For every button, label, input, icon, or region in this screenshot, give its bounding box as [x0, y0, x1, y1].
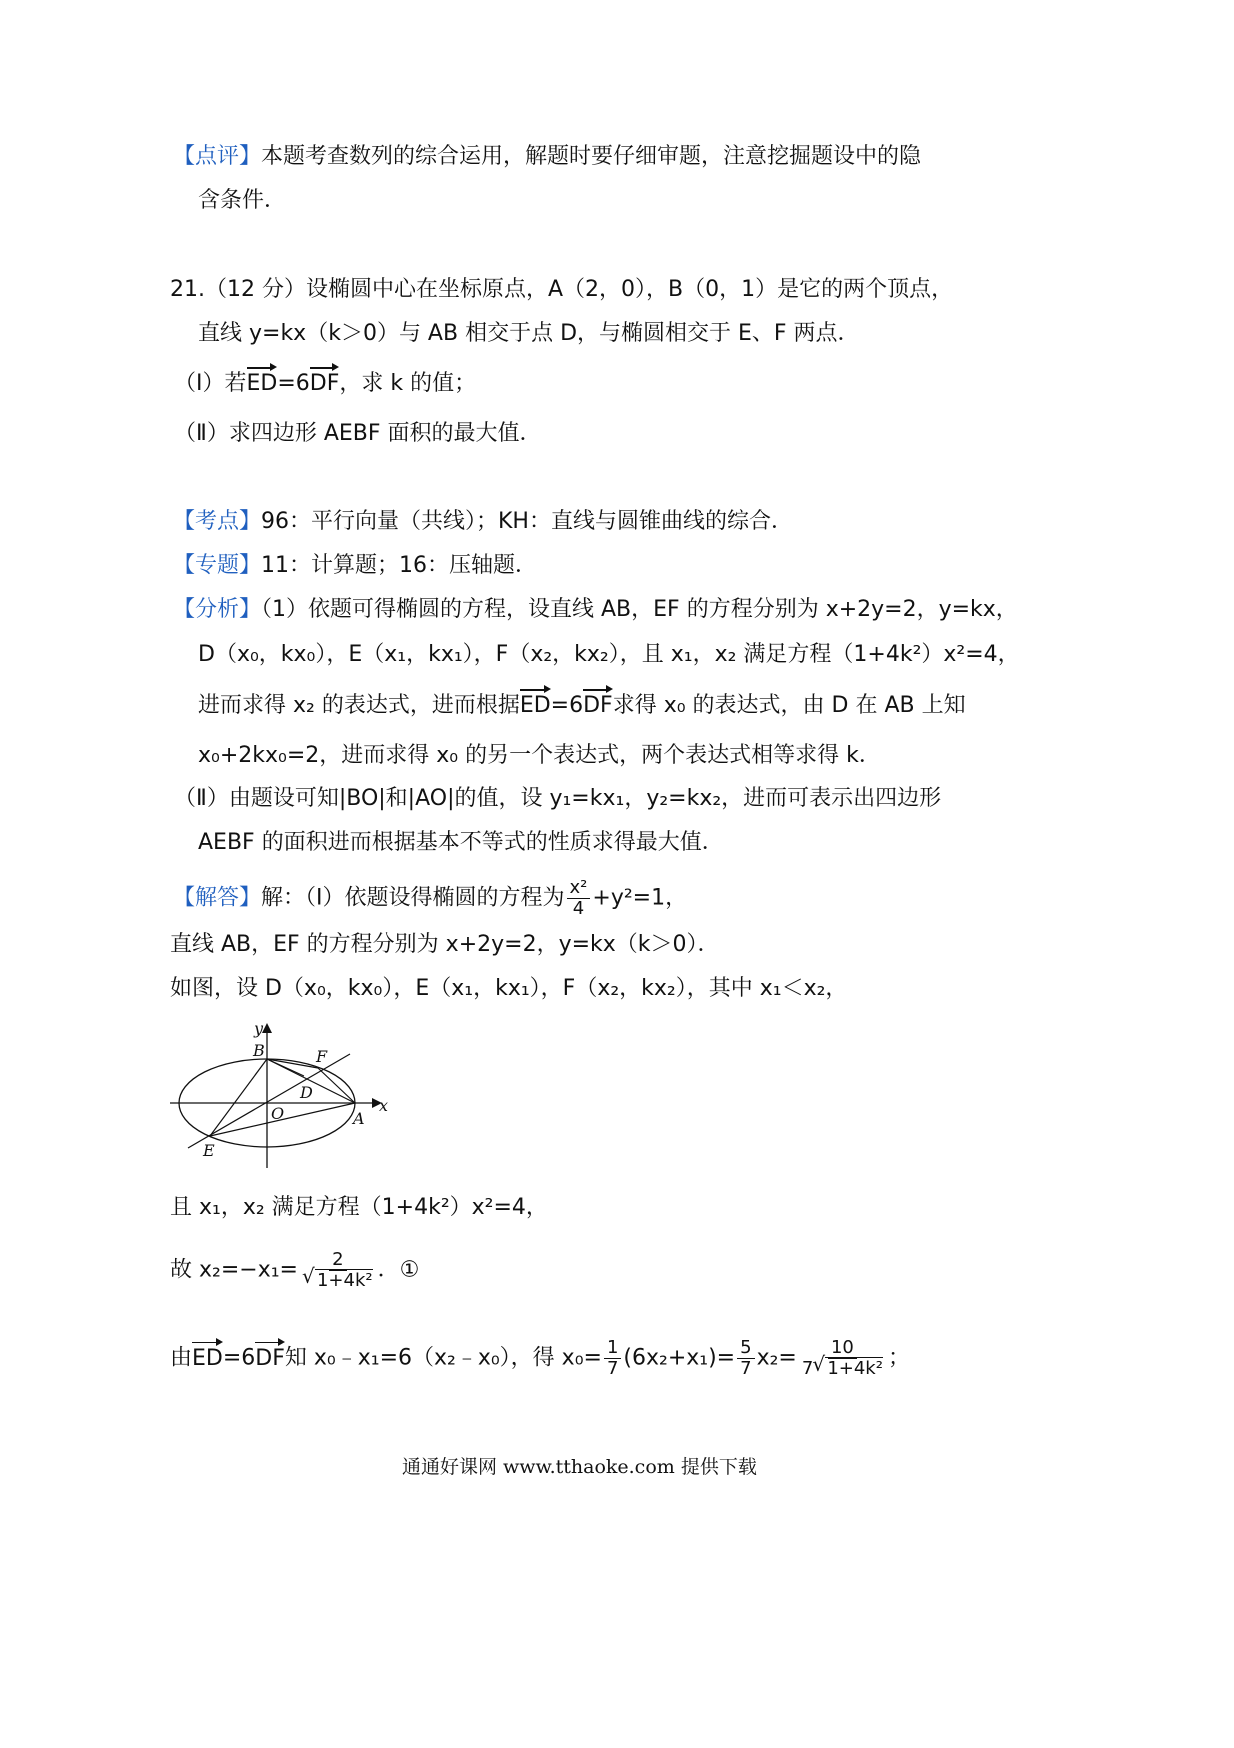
- label-e: E: [203, 1141, 215, 1160]
- problem-line1: 21.（12 分）设椭圆中心在坐标原点，A（2，0），B（0，1）是它的两个顶点，: [170, 277, 954, 302]
- comment-line2: 含条件．: [198, 188, 287, 213]
- comment-tag: 【点评】: [173, 144, 262, 169]
- fraction-x2-over-4: $\frac{\text{x²}}{4}$: [567, 878, 591, 919]
- label-x: x: [379, 1096, 389, 1115]
- vector-ed: ED: [246, 371, 278, 396]
- zhuanti-line: 【专题】11：计算题；16：压轴题．: [173, 553, 538, 578]
- vector-df: DF: [255, 1345, 285, 1371]
- vector-df: DF: [309, 371, 340, 396]
- kaodian-line: 【考点】96：平行向量（共线）；KH：直线与圆锥曲线的综合．: [173, 509, 793, 534]
- zhuanti-tag: 【专题】: [173, 553, 262, 578]
- jieda-tag: 【解答】: [173, 885, 262, 911]
- comment-line1: 【点评】本题考查数列的综合运用，解题时要仔细审题，注意挖掘题设中的隐: [173, 144, 922, 169]
- vector-ed: ED: [192, 1345, 223, 1371]
- fenxi-line4: x₀+2kx₀=2，进而求得 x₀ 的另一个表达式，两个表达式相等求得 k．: [198, 743, 881, 768]
- label-o: O: [271, 1104, 285, 1123]
- fenxi-line1: 【分析】（1）依题可得椭圆的方程，设直线 AB，EF 的方程分别为 x+2y=2，y=kx，: [173, 597, 1018, 622]
- fenxi-line2: D（x₀，kx₀），E（x₁，kx₁），F（x₂，kx₂），且 x₁，x₂ 满足方程（1+4k²）x²=4，: [198, 642, 1020, 667]
- fraction-5-7: $\frac{5}{7}$: [737, 1338, 754, 1379]
- fraction-1-7: $\frac{1}{7}$: [604, 1338, 621, 1379]
- fenxi-line5: （Ⅱ）由题设可知|BO|和|AO|的值，设 y₁=kx₁，y₂=kx₂，进而可表示出四边形: [174, 786, 942, 811]
- jieda-line4: 且 x₁，x₂ 满足方程（1+4k²）x²=4，: [170, 1195, 548, 1220]
- vector-df: DF: [583, 693, 613, 718]
- label-a: A: [353, 1109, 365, 1128]
- y-axis-arrow: [262, 1023, 272, 1033]
- kaodian-tag: 【考点】: [173, 509, 262, 534]
- problem-score: （12 分）: [205, 277, 306, 302]
- jieda-line2: 直线 AB，EF 的方程分别为 x+2y=2，y=kx（k＞0）．: [170, 932, 720, 957]
- fenxi-line6: AEBF 的面积进而根据基本不等式的性质求得最大值．: [198, 830, 724, 855]
- vector-ed: ED: [519, 693, 551, 718]
- segment-fa: [318, 1068, 355, 1103]
- fraction-x2: 2 √ 1+4k²: [300, 1250, 376, 1291]
- jieda-line1: 【解答】解：（Ⅰ）依题设得椭圆的方程为 $\frac{\text{x²}}{4}$ +y²=1，: [173, 877, 688, 919]
- jieda-line5: 故 x₂=−x₁= 2 √ 1+4k² ．①: [170, 1250, 419, 1291]
- fenxi-tag: 【分析】: [173, 597, 262, 622]
- label-d: D: [300, 1083, 313, 1102]
- jieda-line6: 由ED=6DF知 x₀﹣x₁=6（x₂﹣x₀），得 x₀= $\frac{1}{7}$ (6x₂+x₁)= $\frac{5}{7}$ x₂= $\frac{10}{\text{7√ 1+4k²}}$ ；: [170, 1338, 910, 1379]
- page-footer: 通通好课网 www.tthaoke.com 提供下载: [402, 1456, 757, 1478]
- fenxi-line3: 进而求得 x₂ 的表达式，进而根据ED=6DF求得 x₀ 的表达式，由 D 在 AB 上知: [198, 693, 966, 718]
- fraction-x0: $\frac{10}{\text{7√ 1+4k²}}$: [799, 1338, 886, 1379]
- problem-part2: （Ⅱ）求四边形 AEBF 面积的最大值．: [174, 421, 542, 446]
- jieda-line3: 如图，设 D（x₀，kx₀），E（x₁，kx₁），F（x₂，kx₂），其中 x₁＜x₂，: [170, 976, 848, 1001]
- problem-part1: （Ⅰ）若ED=6DF，求 k 的值；: [174, 371, 477, 396]
- label-b: B: [253, 1041, 265, 1060]
- label-y: y: [254, 1019, 264, 1038]
- ellipse-figure: [170, 1018, 400, 1173]
- problem-number: 21.: [170, 277, 205, 302]
- label-f: F: [316, 1047, 328, 1066]
- problem-line2: 直线 y=kx（k＞0）与 AB 相交于点 D，与椭圆相交于 E、F 两点．: [198, 321, 860, 346]
